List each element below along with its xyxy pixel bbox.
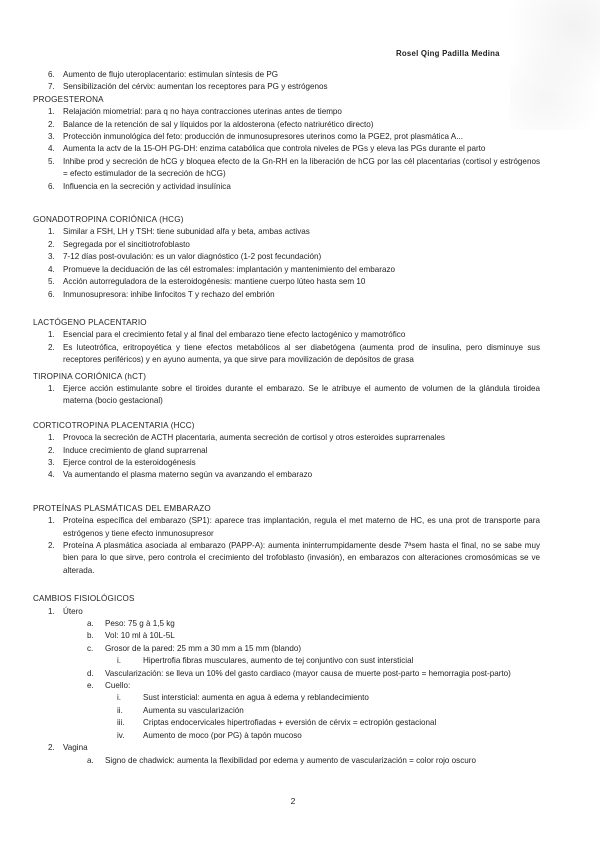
list-item-text: Similar a FSH, LH y TSH: tiene subunidad alfa y beta, ambas activas xyxy=(63,227,310,237)
list-item-text: Acción autorreguladora de la esteroidogénesis: mantiene cuerpo lúteo hasta sem 10 xyxy=(63,277,366,287)
list-item-text: Vagina xyxy=(63,743,88,753)
list-marker: 5. xyxy=(48,156,55,166)
list-marker: i. xyxy=(117,693,122,703)
list-marker: 1. xyxy=(48,383,55,393)
list-item-text: Peso: 75 g à 1,5 kg xyxy=(105,619,175,629)
list-marker: 3. xyxy=(48,457,55,467)
list-item xyxy=(33,457,540,469)
list-item xyxy=(33,540,540,577)
list-item xyxy=(33,81,540,93)
list-marker: ii. xyxy=(117,705,123,715)
list-marker: 1. xyxy=(48,330,55,340)
list-marker: i. xyxy=(117,656,122,666)
list-item xyxy=(33,643,540,655)
list-marker: 7. xyxy=(48,82,55,92)
list-item-text: Protección inmunológica del feto: producción de inmunosupresores uterinos como la PGE2, prot plasmática A... xyxy=(63,132,463,142)
list-item xyxy=(33,106,540,118)
author-name: Rosel Qing Padilla Medina xyxy=(396,49,500,58)
list-item-text: Va aumentando el plasma materno según va avanzando el embarazo xyxy=(63,470,313,480)
list-item xyxy=(33,69,540,81)
list-item-text: Es luteotrófica, eritropoyética y tiene efectos metabólicos al ser diabetógena (aumenta prod de insulina, pero disminuye sus receptores periféricos) y en ayuno aumenta, ya que sirve para movilización de depósitos de grasa xyxy=(63,342,540,365)
list-marker: 3. xyxy=(48,132,55,142)
list-item-text: Balance de la retención de sal y líquidos por la aldosterona (efecto natriurético directo) xyxy=(63,119,374,129)
list-item-text: Ejerce acción estimulante sobre el tiroides durante el embarazo. Se le atribuye el aumento de volumen de la glándula tiroidea materna (bocio gestacional) xyxy=(63,383,540,406)
list-marker: 2. xyxy=(48,119,55,129)
list-item-text: Útero xyxy=(63,606,83,616)
list-item xyxy=(33,469,540,481)
section-heading: TIROPINA CORIÓNICA (hCT) xyxy=(33,371,147,381)
list-marker: 2. xyxy=(48,743,55,753)
list-item xyxy=(33,289,540,301)
list-item-text: Inhibe prod y secreción de hCG y bloquea efecto de la Gn-RH en la liberación de hCG por las cél placentarias (cortisol y estrógenos = efecto estimulador de la secreción de hCG) xyxy=(63,156,540,179)
list-item xyxy=(33,383,540,408)
list-item-text: Signo de chadwick: aumenta la flexibilidad por edema y aumento de vascularización = color rojo oscuro xyxy=(105,755,476,765)
list-item xyxy=(33,705,540,717)
list-item xyxy=(33,755,540,767)
list-marker: b. xyxy=(87,631,94,641)
section xyxy=(33,317,540,367)
list-item xyxy=(33,515,540,540)
list-item xyxy=(33,730,540,742)
list-item xyxy=(33,717,540,729)
section-heading: PROGESTERONA xyxy=(33,94,104,104)
section-heading: CAMBIOS FISIOLÓGICOS xyxy=(33,594,135,604)
list-item-text: Relajación miometrial: para q no haya contracciones uterinas antes de tiempo xyxy=(63,107,342,117)
list-item xyxy=(33,630,540,642)
list-marker: 6. xyxy=(48,289,55,299)
list-marker: 1. xyxy=(48,433,55,443)
list-item-text: Aumento de flujo uteroplacentario: estimulan síntesis de PG xyxy=(63,70,279,79)
list-marker: d. xyxy=(87,668,94,678)
list-item-text: Sensibilización del cérvix: aumentan los receptores para PG y estrógenos xyxy=(63,82,328,92)
list-item-text: Ejerce control de la esteroidogénesis xyxy=(63,457,196,467)
list-item-text: Sust intersticial: aumenta en agua à edema y reblandecimiento xyxy=(143,693,369,703)
list-marker: 4. xyxy=(48,144,55,154)
list-marker: 6. xyxy=(48,181,55,191)
list-item xyxy=(33,692,540,704)
list-item xyxy=(33,618,540,630)
list-item xyxy=(33,119,540,131)
list-item-text: Grosor de la pared: 25 mm a 30 mm a 15 mm (blando) xyxy=(105,643,302,653)
list-item-text: Provoca la secreción de ACTH placentaria, aumenta secreción de cortisol y otros esteroides suprarrenales xyxy=(63,433,445,443)
list-marker: 1. xyxy=(48,227,55,237)
list-item-text: Segregada por el sincitiotrofoblasto xyxy=(63,239,190,249)
list-marker: 2. xyxy=(48,445,55,455)
list-item-text: Aumenta su vascularización xyxy=(143,705,244,715)
section-heading: LACTÓGENO PLACENTARIO xyxy=(33,317,147,327)
list-item xyxy=(33,131,540,143)
section xyxy=(33,371,540,408)
section xyxy=(33,94,540,193)
page-number: 2 xyxy=(290,796,296,806)
list-item xyxy=(33,143,540,155)
list-item xyxy=(33,239,540,251)
list-item xyxy=(33,606,540,618)
list-item xyxy=(33,342,540,367)
list-item xyxy=(33,742,540,754)
list-item-text: Influencia en la secreción y actividad insulínica xyxy=(63,181,231,191)
list-item-text: Inmunosupresora: inhibe linfocitos T y rechazo del embrión xyxy=(63,289,275,299)
list-item-text: Proteína A plasmática asociada al embarazo (PAPP-A): aumenta ininterrumpidamente desde 7ªsem hasta el final, no se sabe muy bien para lo que sirve, pero controla el crecimiento del trofoblasto (invasión), en embarazos con alteraciones cromosómicas se ve alterada. xyxy=(63,541,540,575)
list-item-text: Vascularización: se lleva un 10% del gasto cardiaco (mayor causa de muerte post-parto = hemorragia post-parto) xyxy=(105,668,511,678)
section-heading: CORTICOTROPINA PLACENTARIA (HCC) xyxy=(33,420,195,430)
list-marker: e. xyxy=(87,681,94,691)
section xyxy=(33,214,540,301)
section xyxy=(33,69,540,94)
section-heading: GONADOTROPINA CORIÓNICA (HCG) xyxy=(33,215,184,225)
list-marker: 2. xyxy=(48,239,55,249)
section xyxy=(33,593,540,767)
list-item xyxy=(33,668,540,680)
list-item xyxy=(33,432,540,444)
list-marker: a. xyxy=(87,619,94,629)
list-item-text: Promueve la deciduación de las cél estromales: implantación y mantenimiento del embarazo xyxy=(63,264,396,274)
list-item xyxy=(33,329,540,341)
list-item xyxy=(33,445,540,457)
list-marker: 1. xyxy=(48,107,55,117)
list-marker: 4. xyxy=(48,264,55,274)
section-heading: PROTEÍNAS PLASMÁTICAS DEL EMBARAZO xyxy=(33,503,211,513)
list-item xyxy=(33,156,540,181)
list-marker: 1. xyxy=(48,606,55,616)
list-item xyxy=(33,264,540,276)
list-item-text: Esencial para el crecimiento fetal y al final del embarazo tiene efecto lactogénico y mamotrófico xyxy=(63,330,406,340)
list-item-text: Cuello: xyxy=(105,681,131,691)
list-marker: a. xyxy=(87,755,94,765)
section xyxy=(33,503,540,577)
list-item-text: Aumenta la actv de la 15-OH PG-DH: enzima catabólica que controla niveles de PGs y eleva las PGs durante el parto xyxy=(63,144,486,154)
list-item-text: Aumento de moco (por PG) à tapón mucoso xyxy=(143,730,302,740)
list-item xyxy=(33,680,540,692)
list-item-text: Vol: 10 ml à 10L-5L xyxy=(105,631,175,641)
list-item-text: 7-12 días post-ovulación: es un valor diagnóstico (1-2 post fecundación) xyxy=(63,252,322,262)
list-item-text: Hipertrofia fibras musculares, aumento de tej conjuntivo con sust intersticial xyxy=(143,656,414,666)
list-item-text: Proteína específica del embarazo (SP1): aparece tras implantación, regula el met materno de HC, es una prot de transporte para estrógenos y tiene efecto inmunosupresor xyxy=(63,516,540,538)
section xyxy=(33,420,540,482)
list-marker: 1. xyxy=(48,516,55,526)
list-marker: 2. xyxy=(48,342,55,352)
list-marker: 4. xyxy=(48,470,55,480)
list-marker: 3. xyxy=(48,252,55,262)
list-marker: c. xyxy=(87,643,94,653)
list-marker: 5. xyxy=(48,277,55,287)
list-marker: iii. xyxy=(117,718,125,728)
document-body xyxy=(33,69,540,767)
list-item-text: Induce crecimiento de gland suprarrenal xyxy=(63,445,208,455)
list-item xyxy=(33,655,540,667)
list-item xyxy=(33,251,540,263)
list-marker: iv. xyxy=(117,730,125,740)
list-item xyxy=(33,226,540,238)
list-item-text: Criptas endocervicales hipertrofiadas + eversión de cérvix = ectropión gestacional xyxy=(143,718,437,728)
list-item xyxy=(33,276,540,288)
list-item xyxy=(33,181,540,193)
list-marker: 2. xyxy=(48,541,55,550)
list-marker: 6. xyxy=(48,70,55,79)
